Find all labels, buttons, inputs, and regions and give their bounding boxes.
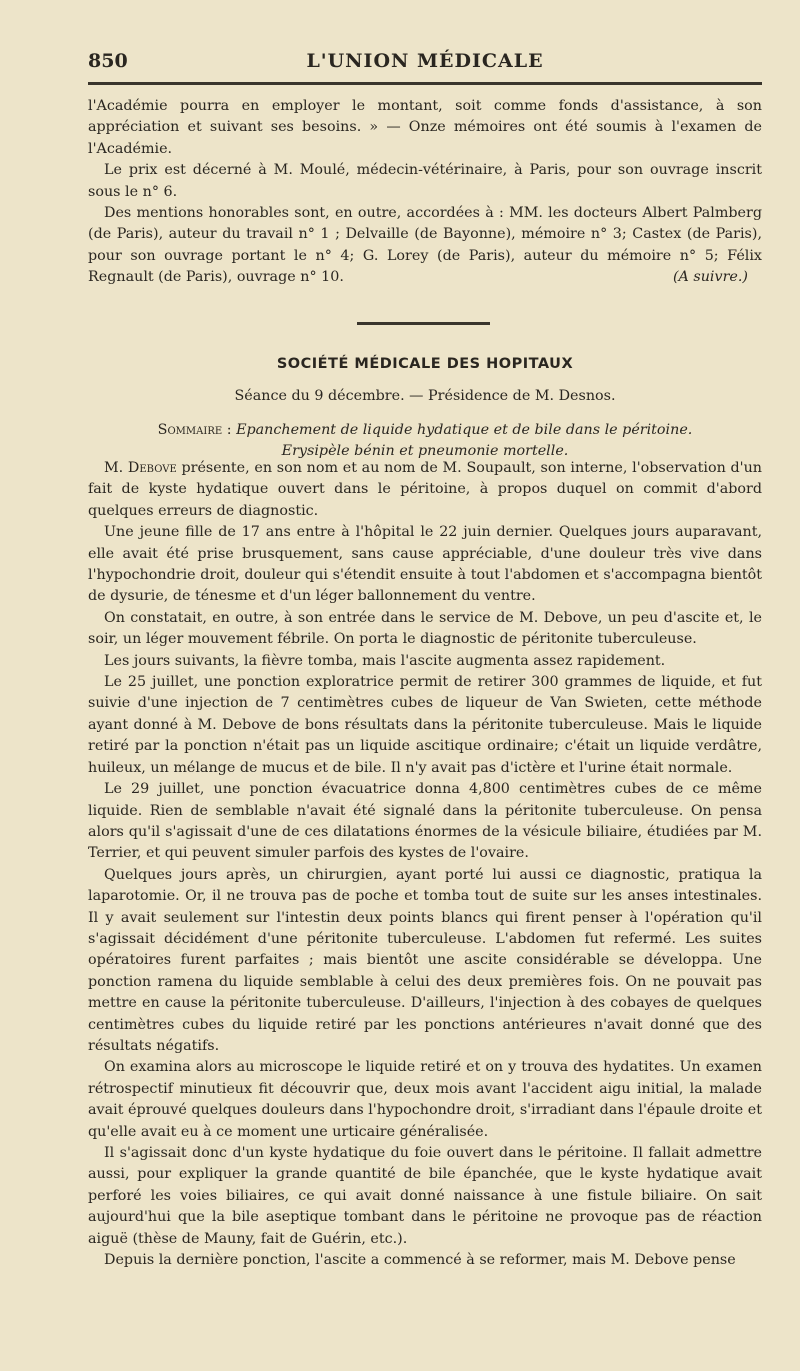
summary-topic: Epanchement de liquide hydatique et de bile dans le péritoine.	[236, 422, 693, 438]
academy-section	[88, 96, 762, 289]
page-number: 850	[88, 50, 128, 72]
society-section	[88, 458, 762, 1271]
academy-paragraph: l'Académie pourra en employer le montant, soit comme fonds d'assistance, à son appréciation et suivant ses besoins. » — Onze mémoires ont été soumis à l'examen de l'Académie.	[88, 98, 762, 157]
society-paragraph: On examina alors au microscope le liquide retiré et on y trouva des hydatites. Un examen rétrospectif minutieux fit découvrir que, deux mois avant l'accident aigu initial, la malade avait éprouvé quelques douleurs dans l'hypochondre droit, s'irradiant dans l'épaule droite et qu'elle avait eu à ce moment une urticaire généralisée.	[88, 1059, 762, 1140]
session-line: Séance du 9 décembre. — Présidence de M. Desnos.	[234, 388, 616, 404]
society-paragraph: Il s'agissait donc d'un kyste hydatique du foie ouvert dans le péritoine. Il fallait admettre aussi, pour expliquer la grande quantité de bile épanchée, que le kyste hydatique avait perforé les voies biliaires, ce qui avait donné naissance à une fistule biliaire. On sait aujourd'hui que la bile aseptique tombant dans le péritoine ne provoque pas de réaction aiguë (thèse de Mauny, fait de Guérin, etc.).	[88, 1145, 762, 1247]
society-paragraph-text: présente, en son nom et au nom de M. Soupault, son interne, l'observation d'un fait de kyste hydatique ouvert dans le péritoine, à propos duquel on commit d'abord quelques erreurs de diagnostic.	[88, 460, 762, 519]
society-paragraph: Le 29 juillet, une ponction évacuatrice donna 4,800 centimètres cubes de ce même liquide. Rien de semblable n'avait été signalé dans la péritonite tuberculeuse. On pensa alors qu'il s'agissait d'une de ces dilatations énormes de la vésicule biliaire, étudiées par M. Terrier, et qui peuvent simuler parfois des kystes de l'ovaire.	[88, 781, 762, 862]
society-paragraph: Le 25 juillet, une ponction exploratrice permit de retirer 300 grammes de liquide, et fut suivie d'une injection de 7 centimètres cubes de liqueur de Van Swieten, cette méthode ayant donné à M. Debove de bons résultats dans la péritonite tuberculeuse. Mais le liquide retiré par la ponction n'était pas un liquide ascitique ordinaire; c'était un liquide verdâtre, huileux, un mélange de mucus et de bile. Il n'y avait pas d'ictère et l'urine était normale.	[88, 674, 762, 776]
society-paragraph	[88, 458, 762, 522]
academy-paragraph: Le prix est décerné à M. Moulé, médecin-vétérinaire, à Paris, pour son ouvrage inscrit sous le n° 6.	[88, 162, 762, 200]
summary: Sommaire : Epanchement de liquide hydatique et de bile dans le péritoine. Erysipèle bénin et pneumonie mortelle.	[88, 420, 762, 462]
running-head	[88, 46, 762, 76]
society-paragraph: Les jours suivants, la fièvre tomba, mais l'ascite augmenta assez rapidement.	[104, 652, 666, 669]
society-paragraph: Depuis la dernière ponction, l'ascite a commencé à se reformer, mais M. Debove pense	[104, 1252, 736, 1269]
academy-paragraph	[88, 203, 762, 289]
summary-topic: Erysipèle bénin et pneumonie mortelle.	[281, 443, 569, 459]
society-paragraph: Une jeune fille de 17 ans entre à l'hôpital le 22 juin dernier. Quelques jours auparavant, elle avait été prise brusquement, sans cause appréciable, d'une douleur très vive dans l'hypochondrie droit, douleur qui s'étendit ensuite à tout l'abdomen et s'accompagna bientôt de dysurie, de ténesme et d'un léger ballonnement du ventre.	[88, 524, 762, 605]
summary-label: Sommaire	[157, 422, 223, 438]
society-paragraph: Quelques jours après, un chirurgien, ayant porté lui aussi ce diagnostic, pratiqua la laparotomie. Or, il ne trouva pas de poche et tomba tout de suite sur les anses intestinales. Il y avait seulement sur l'intestin deux points blancs qui firent penser à l'opération qu'il s'agissait décidément d'une péritonite tuberculeuse. L'abdomen fut refermé. Les suites opératoires furent parfaites ; mais bientôt une ascite considérable se développa. Une ponction ramena du liquide semblable à celui des deux premières fois. On ne pouvait pas mettre en cause la péritonite tuberculeuse. D'ailleurs, l'injection à des cobayes de quelques centimètres cubes du liquide retiré par les ponctions antérieures n'avait donné que des résultats négatifs.	[88, 866, 762, 1054]
society-paragraph: On constatait, en outre, à son entrée dans le service de M. Debove, un peu d'ascite et, le soir, un léger mouvement fébrile. On porta le diagnostic de péritonite tuberculeuse.	[88, 609, 762, 648]
academy-paragraph-text: Des mentions honorables sont, en outre, accordées à : MM. les docteurs Albert Palmberg (de Paris), auteur du travail n° 1 ; Delvaille (de Bayonne), mémoire n° 3; Castex (de Paris), pour son ouvrage portant le n° 4; G. Lorey (de Paris), auteur du mémoire n° 5; Félix Regnault (de Paris), ouvrage n° 10.	[88, 205, 762, 286]
presenter-name: M. Debove	[104, 460, 177, 476]
header-rule	[88, 82, 762, 85]
to-follow-note: (A suivre.)	[672, 269, 748, 286]
section-divider	[357, 322, 490, 325]
section-title: SOCIÉTÉ MÉDICALE DES HOPITAUX	[276, 356, 574, 372]
journal-title: L'UNION MÉDICALE	[306, 50, 544, 72]
